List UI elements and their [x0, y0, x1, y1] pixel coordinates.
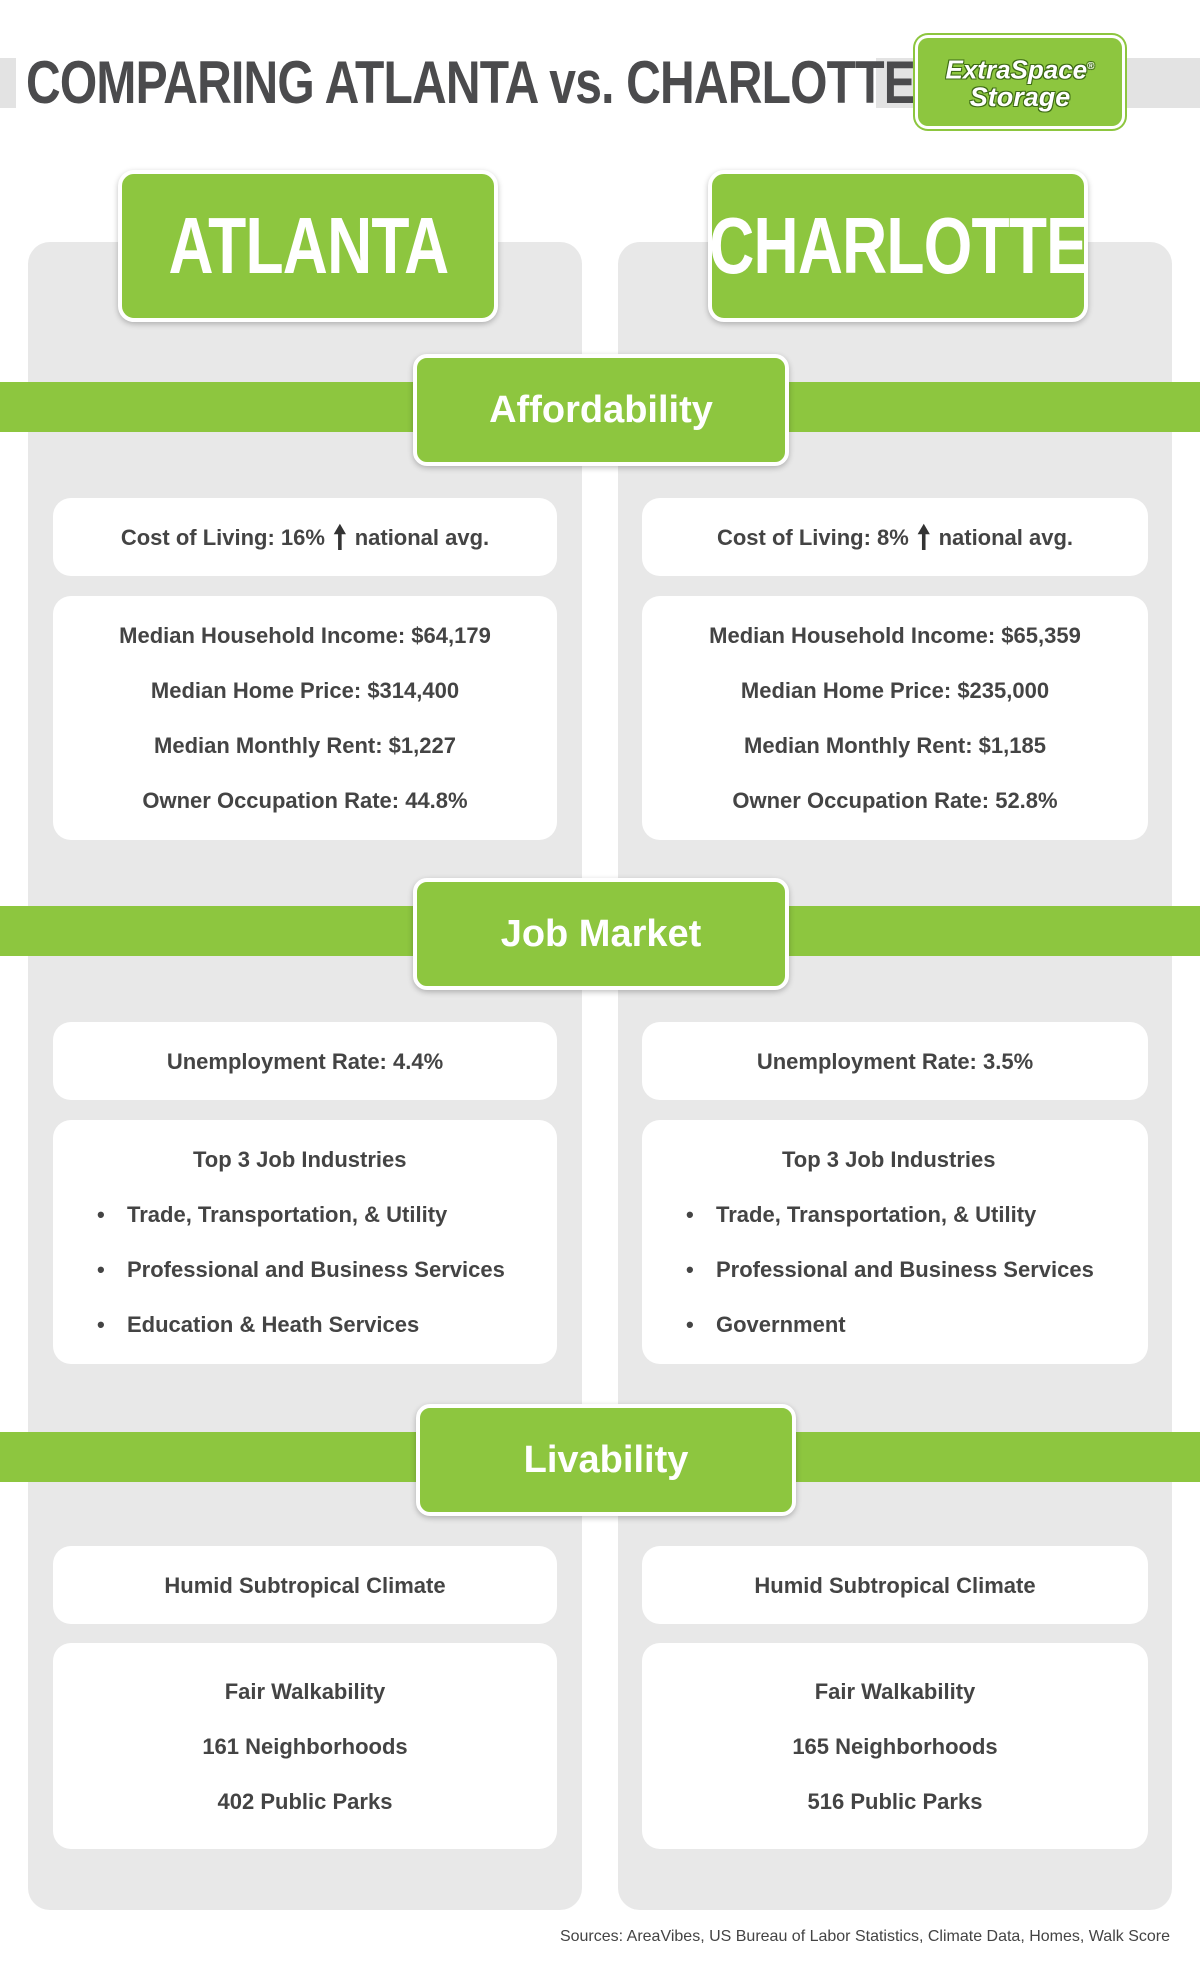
charlotte-median-household-income: Median Household Income: $65,359 — [709, 623, 1081, 648]
up-arrow-icon: 🠕 — [332, 518, 347, 555]
bullet-icon: • — [686, 1257, 694, 1282]
list-item — [686, 1187, 1036, 1242]
atlanta-walkability: Fair Walkability — [224, 1678, 386, 1704]
charlotte-industries-card — [642, 1120, 1148, 1364]
atlanta-median-home-price: Median Home Price: $314,400 — [150, 678, 460, 703]
charlotte-neighborhoods: 165 Neighborhoods — [792, 1733, 998, 1759]
charlotte-climate: Humid Subtropical Climate — [754, 1572, 1036, 1598]
atlanta-climate-card — [53, 1546, 557, 1624]
bullet-icon: • — [686, 1202, 694, 1227]
atlanta-cost-of-living-suffix: national avg. — [354, 524, 490, 550]
atlanta-cost-of-living: Cost of Living: 16% — [120, 524, 325, 550]
charlotte-housing-card — [642, 596, 1148, 840]
charlotte-cost-of-living-suffix: national avg. — [938, 524, 1074, 550]
charlotte-parks: 516 Public Parks — [807, 1788, 983, 1814]
bullet-icon: • — [686, 1312, 694, 1337]
sources-footnote: Sources: AreaVibes, US Bureau of Labor Statistics, Climate Data, Homes, Walk Score — [559, 1928, 1170, 1945]
atlanta-neighborhoods: 161 Neighborhoods — [202, 1733, 408, 1759]
charlotte-owner-occupation-rate: Owner Occupation Rate: 52.8% — [732, 788, 1058, 813]
charlotte-industry-1: Trade, Transportation, & Utility — [716, 1202, 1037, 1227]
logo-line1: ExtraSpace — [945, 54, 1088, 85]
charlotte-industry-2: Professional and Business Services — [716, 1257, 1094, 1282]
charlotte-median-home-price: Median Home Price: $235,000 — [740, 678, 1050, 703]
city-header-charlotte — [708, 170, 1088, 322]
atlanta-owner-occupation-rate: Owner Occupation Rate: 44.8% — [142, 788, 468, 813]
atlanta-industry-1: Trade, Transportation, & Utility — [127, 1202, 448, 1227]
charlotte-climate-card — [642, 1546, 1148, 1624]
charlotte-cost-of-living: Cost of Living: 8% — [716, 524, 909, 550]
page-title: COMPARING ATLANTA vs. CHARLOTTE — [26, 49, 915, 116]
atlanta-industry-2: Professional and Business Services — [127, 1257, 505, 1282]
extra-space-storage-logo — [918, 38, 1122, 126]
atlanta-housing-card — [53, 596, 557, 840]
charlotte-industry-3: Government — [716, 1312, 846, 1337]
atlanta-unemployment-rate: Unemployment Rate: 4.4% — [166, 1048, 444, 1074]
atlanta-industry-3: Education & Heath Services — [127, 1312, 420, 1337]
atlanta-industries-card — [53, 1120, 557, 1364]
bullet-icon: • — [97, 1312, 105, 1337]
list-item — [686, 1297, 846, 1352]
list-item — [686, 1242, 1094, 1297]
charlotte-unemployment-rate: Unemployment Rate: 3.5% — [756, 1048, 1034, 1074]
list-item — [97, 1297, 419, 1352]
list-item — [97, 1242, 505, 1297]
bullet-icon: • — [97, 1257, 105, 1282]
section-job-market: Job Market — [413, 878, 789, 990]
atlanta-cost-of-living-card — [53, 498, 557, 576]
city-name-atlanta: ATLANTA — [168, 201, 448, 290]
atlanta-livability-card — [53, 1643, 557, 1849]
list-item — [97, 1187, 447, 1242]
atlanta-median-household-income: Median Household Income: $64,179 — [119, 623, 491, 648]
charlotte-median-monthly-rent: Median Monthly Rent: $1,185 — [744, 733, 1046, 758]
charlotte-unemployment-card — [642, 1022, 1148, 1100]
city-name-charlotte: CHARLOTTE — [709, 201, 1087, 290]
atlanta-median-monthly-rent: Median Monthly Rent: $1,227 — [154, 733, 456, 758]
bullet-icon: • — [97, 1202, 105, 1227]
up-arrow-icon: 🠕 — [916, 518, 931, 555]
atlanta-climate: Humid Subtropical Climate — [164, 1572, 446, 1598]
atlanta-parks: 402 Public Parks — [217, 1788, 393, 1814]
charlotte-cost-of-living-card — [642, 498, 1148, 576]
section-livability: Livability — [416, 1404, 796, 1516]
charlotte-industries-heading: Top 3 Job Industries — [782, 1147, 996, 1172]
charlotte-livability-card — [642, 1643, 1148, 1849]
logo-line2: Storage — [969, 82, 1071, 113]
atlanta-industries-heading: Top 3 Job Industries — [193, 1147, 407, 1172]
city-header-atlanta — [118, 170, 498, 322]
logo-registered-mark: ® — [1087, 60, 1095, 72]
atlanta-unemployment-card — [53, 1022, 557, 1100]
section-affordability: Affordability — [413, 354, 789, 466]
charlotte-walkability: Fair Walkability — [814, 1678, 976, 1704]
